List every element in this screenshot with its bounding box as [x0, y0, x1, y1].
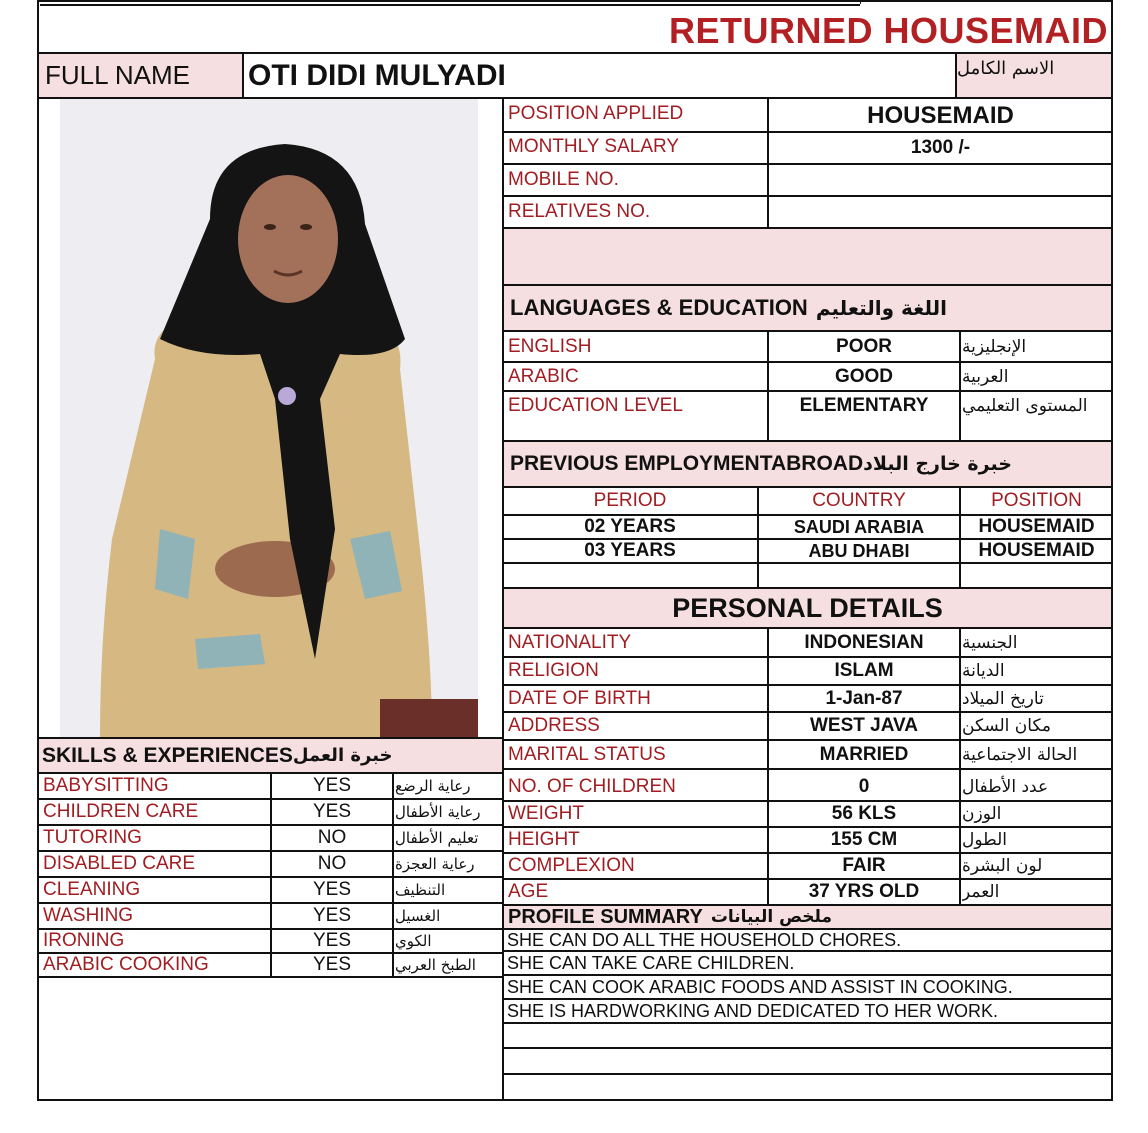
- divider: [502, 1073, 1113, 1075]
- profile-summary-heading-arabic: ملخص البيانات: [710, 907, 832, 927]
- skill-arabic: الغسيل: [395, 907, 441, 925]
- divider: [502, 768, 1113, 770]
- divider: [757, 488, 759, 587]
- personal-row-arabic: عدد الأطفال: [962, 777, 1049, 797]
- personal-row-value: 0: [858, 776, 870, 797]
- divider: [959, 332, 961, 440]
- personal-row-arabic: الوزن: [962, 804, 1002, 824]
- lang-row-value: ELEMENTARY: [799, 394, 929, 416]
- summary-line: SHE CAN TAKE CARE CHILDREN.: [507, 952, 795, 973]
- profile-summary-heading: [504, 906, 1111, 928]
- employment-heading-arabic: خبرة خارج البلاد: [863, 453, 1012, 475]
- personal-row-arabic: العمر: [962, 882, 1000, 902]
- skill-label: ARABIC COOKING: [43, 954, 209, 975]
- personal-row-value: MARRIED: [819, 743, 909, 765]
- personal-row-label: NATIONALITY: [508, 631, 632, 653]
- relatives-no-value: [770, 197, 1111, 227]
- languages-heading-arabic: اللغة والتعليم: [815, 296, 947, 320]
- skill-arabic: رعاية الأطفال: [395, 803, 481, 821]
- person-photo-illustration: [60, 99, 478, 737]
- divider: [37, 976, 504, 978]
- personal-row-label: WEIGHT: [508, 803, 584, 824]
- personal-row-arabic: الديانة: [962, 661, 1005, 681]
- skill-value: NO: [317, 853, 347, 874]
- candidate-photo: [60, 99, 478, 737]
- divider: [502, 1022, 1113, 1024]
- skill-value: YES: [312, 954, 352, 975]
- profile-summary-heading-text: PROFILE SUMMARY: [508, 906, 703, 928]
- skill-value: NO: [317, 827, 347, 848]
- document-title: RETURNED HOUSEMAID: [668, 10, 1108, 51]
- personal-row-label: ADDRESS: [508, 715, 600, 736]
- full-name-arabic: الاسم الكامل: [957, 54, 1111, 97]
- skills-heading: [39, 739, 502, 772]
- employment-country: ABU DHABI: [808, 540, 910, 561]
- mobile-no-label: MOBILE NO.: [508, 169, 619, 190]
- monthly-salary-label: MONTHLY SALARY: [508, 136, 680, 157]
- divider: [767, 332, 769, 440]
- position-applied-label: POSITION APPLIED: [508, 103, 684, 124]
- personal-row-value: 155 CM: [830, 829, 898, 850]
- skill-label: CLEANING: [43, 879, 141, 900]
- employment-col-period: PERIOD: [593, 490, 667, 511]
- full-name-label: FULL NAME: [39, 54, 242, 97]
- skill-arabic: رعاية العجزة: [395, 855, 475, 873]
- skill-arabic: رعاية الرضع: [395, 777, 471, 795]
- skill-label: WASHING: [43, 905, 134, 926]
- divider: [502, 562, 1113, 564]
- skill-value: YES: [312, 905, 352, 926]
- personal-row-value: 56 KLS: [831, 803, 897, 824]
- divider: [392, 774, 394, 976]
- skill-arabic: الكوي: [395, 932, 432, 950]
- personal-row-arabic: الطول: [962, 830, 1007, 850]
- lang-row-value: POOR: [836, 335, 892, 357]
- skill-label: TUTORING: [43, 827, 142, 848]
- personal-row-label: DATE OF BIRTH: [508, 687, 651, 709]
- personal-row-label: AGE: [508, 881, 549, 902]
- skill-label: DISABLED CARE: [43, 853, 196, 874]
- skill-arabic: تعليم الأطفال: [395, 829, 479, 847]
- personal-row-value: 1-Jan-87: [825, 687, 903, 709]
- personal-row-value: INDONESIAN: [804, 631, 924, 653]
- lang-row-value: GOOD: [834, 365, 894, 387]
- skills-heading-arabic: خبرة العمل: [292, 745, 393, 766]
- skill-label: BABYSITTING: [43, 775, 169, 796]
- divider: [270, 774, 272, 976]
- personal-row-arabic: تاريخ الميلاد: [962, 688, 1044, 709]
- personal-row-arabic: الحالة الاجتماعية: [962, 744, 1078, 765]
- personal-row-arabic: لون البشرة: [962, 856, 1043, 876]
- skill-label: IRONING: [43, 930, 125, 951]
- employment-position: HOUSEMAID: [978, 540, 1095, 561]
- divider: [959, 488, 961, 587]
- personal-row-arabic: الجنسية: [962, 632, 1018, 653]
- lang-row-arabic: الإنجليزية: [962, 336, 1027, 357]
- skill-arabic: التنظيف: [395, 881, 446, 899]
- personal-row-value: WEST JAVA: [809, 715, 919, 736]
- skill-value: YES: [312, 801, 352, 822]
- personal-row-label: COMPLEXION: [508, 855, 635, 876]
- lang-row-arabic: العربية: [962, 366, 1009, 387]
- divider: [767, 629, 769, 904]
- languages-heading-text: LANGUAGES & EDUCATION: [510, 295, 808, 320]
- personal-row-label: HEIGHT: [508, 829, 580, 850]
- relatives-no-label: RELATIVES NO.: [508, 201, 651, 222]
- employment-col-position: POSITION: [991, 490, 1082, 511]
- personal-row-label: MARITAL STATUS: [508, 743, 666, 765]
- personal-row-label: RELIGION: [508, 660, 599, 681]
- personal-details-heading: PERSONAL DETAILS: [504, 589, 1111, 627]
- skills-heading-text: SKILLS & EXPERIENCES: [42, 743, 293, 767]
- skill-value: YES: [312, 775, 352, 796]
- employment-period: 03 YEARS: [584, 540, 676, 561]
- personal-row-value: FAIR: [842, 855, 886, 876]
- lang-row-label: ENGLISH: [508, 335, 592, 357]
- employment-country: SAUDI ARABIA: [793, 516, 925, 537]
- personal-row-value: 37 YRS OLD: [808, 881, 920, 902]
- skill-value: YES: [312, 930, 352, 951]
- lang-row-label: ARABIC: [508, 365, 579, 387]
- divider: [767, 99, 769, 229]
- employment-position: HOUSEMAID: [978, 516, 1095, 537]
- summary-line: SHE CAN COOK ARABIC FOODS AND ASSIST IN COOKING.: [507, 976, 1013, 997]
- monthly-salary-value: 1300 /-: [910, 137, 971, 158]
- skill-value: YES: [312, 879, 352, 900]
- mobile-no-value: [770, 165, 1111, 195]
- divider: [959, 629, 961, 904]
- position-applied-value: HOUSEMAID: [867, 102, 1014, 129]
- personal-row-arabic: مكان السكن: [962, 716, 1051, 736]
- skill-arabic: الطبخ العربي: [395, 956, 476, 974]
- lang-row-arabic: المستوى التعليمي: [962, 395, 1088, 416]
- personal-row-value: ISLAM: [834, 660, 894, 681]
- full-name-value: OTI DIDI MULYADI: [248, 58, 506, 92]
- pink-spacer: [504, 229, 1111, 284]
- summary-line: SHE IS HARDWORKING AND DEDICATED TO HER WORK.: [507, 1000, 999, 1021]
- employment-heading-text: PREVIOUS EMPLOYMENTABROAD: [510, 452, 864, 475]
- skill-label: CHILDREN CARE: [43, 801, 199, 822]
- divider: [502, 1047, 1113, 1049]
- languages-heading: [504, 286, 1111, 330]
- employment-heading: [504, 442, 1111, 486]
- employment-period: 02 YEARS: [584, 516, 676, 537]
- lang-row-label: EDUCATION LEVEL: [508, 394, 683, 416]
- summary-line: SHE CAN DO ALL THE HOUSEHOLD CHORES.: [507, 930, 902, 950]
- employment-col-country: COUNTRY: [812, 490, 906, 511]
- personal-row-label: NO. OF CHILDREN: [508, 776, 676, 797]
